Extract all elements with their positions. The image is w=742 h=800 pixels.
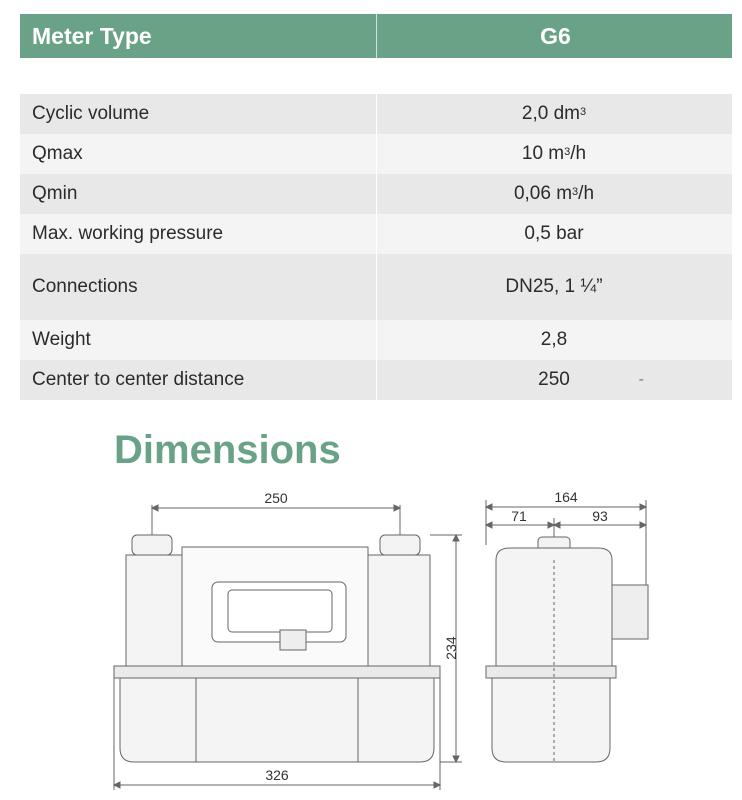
dim-width: 326 (265, 767, 289, 783)
row-label: Center to center distance (32, 369, 245, 390)
row-value: 2,8 (540, 329, 568, 350)
row-value: 10 m $^3$ /h (521, 143, 587, 164)
dim-height: 234 (443, 636, 459, 660)
meter-model-heading: G6 (540, 23, 571, 49)
row-label: Qmin (32, 183, 78, 204)
meter-type-heading: Meter Type (32, 23, 152, 49)
row-value: 0,5 bar (524, 223, 584, 244)
row-mark: - (638, 371, 644, 388)
row-label: Qmax (32, 143, 83, 164)
dim-center-distance: 250 (264, 490, 288, 506)
row-value: 2,0 dm $^3$ (521, 103, 587, 124)
row-value: DN25, 1 ¼” (505, 276, 603, 297)
dim-depth: 164 (554, 489, 578, 505)
row-label: Connections (32, 276, 138, 297)
dim-right-part: 93 (592, 508, 608, 524)
dimensions-title: Dimensions (114, 428, 341, 472)
row-value: 0,06 m $^3$ /h (513, 183, 595, 204)
row-label: Cyclic volume (32, 103, 150, 124)
row-value: 250 (538, 369, 570, 390)
row-label: Max. working pressure (32, 223, 224, 244)
dim-left-part: 71 (511, 508, 527, 524)
row-label: Weight (32, 329, 91, 350)
